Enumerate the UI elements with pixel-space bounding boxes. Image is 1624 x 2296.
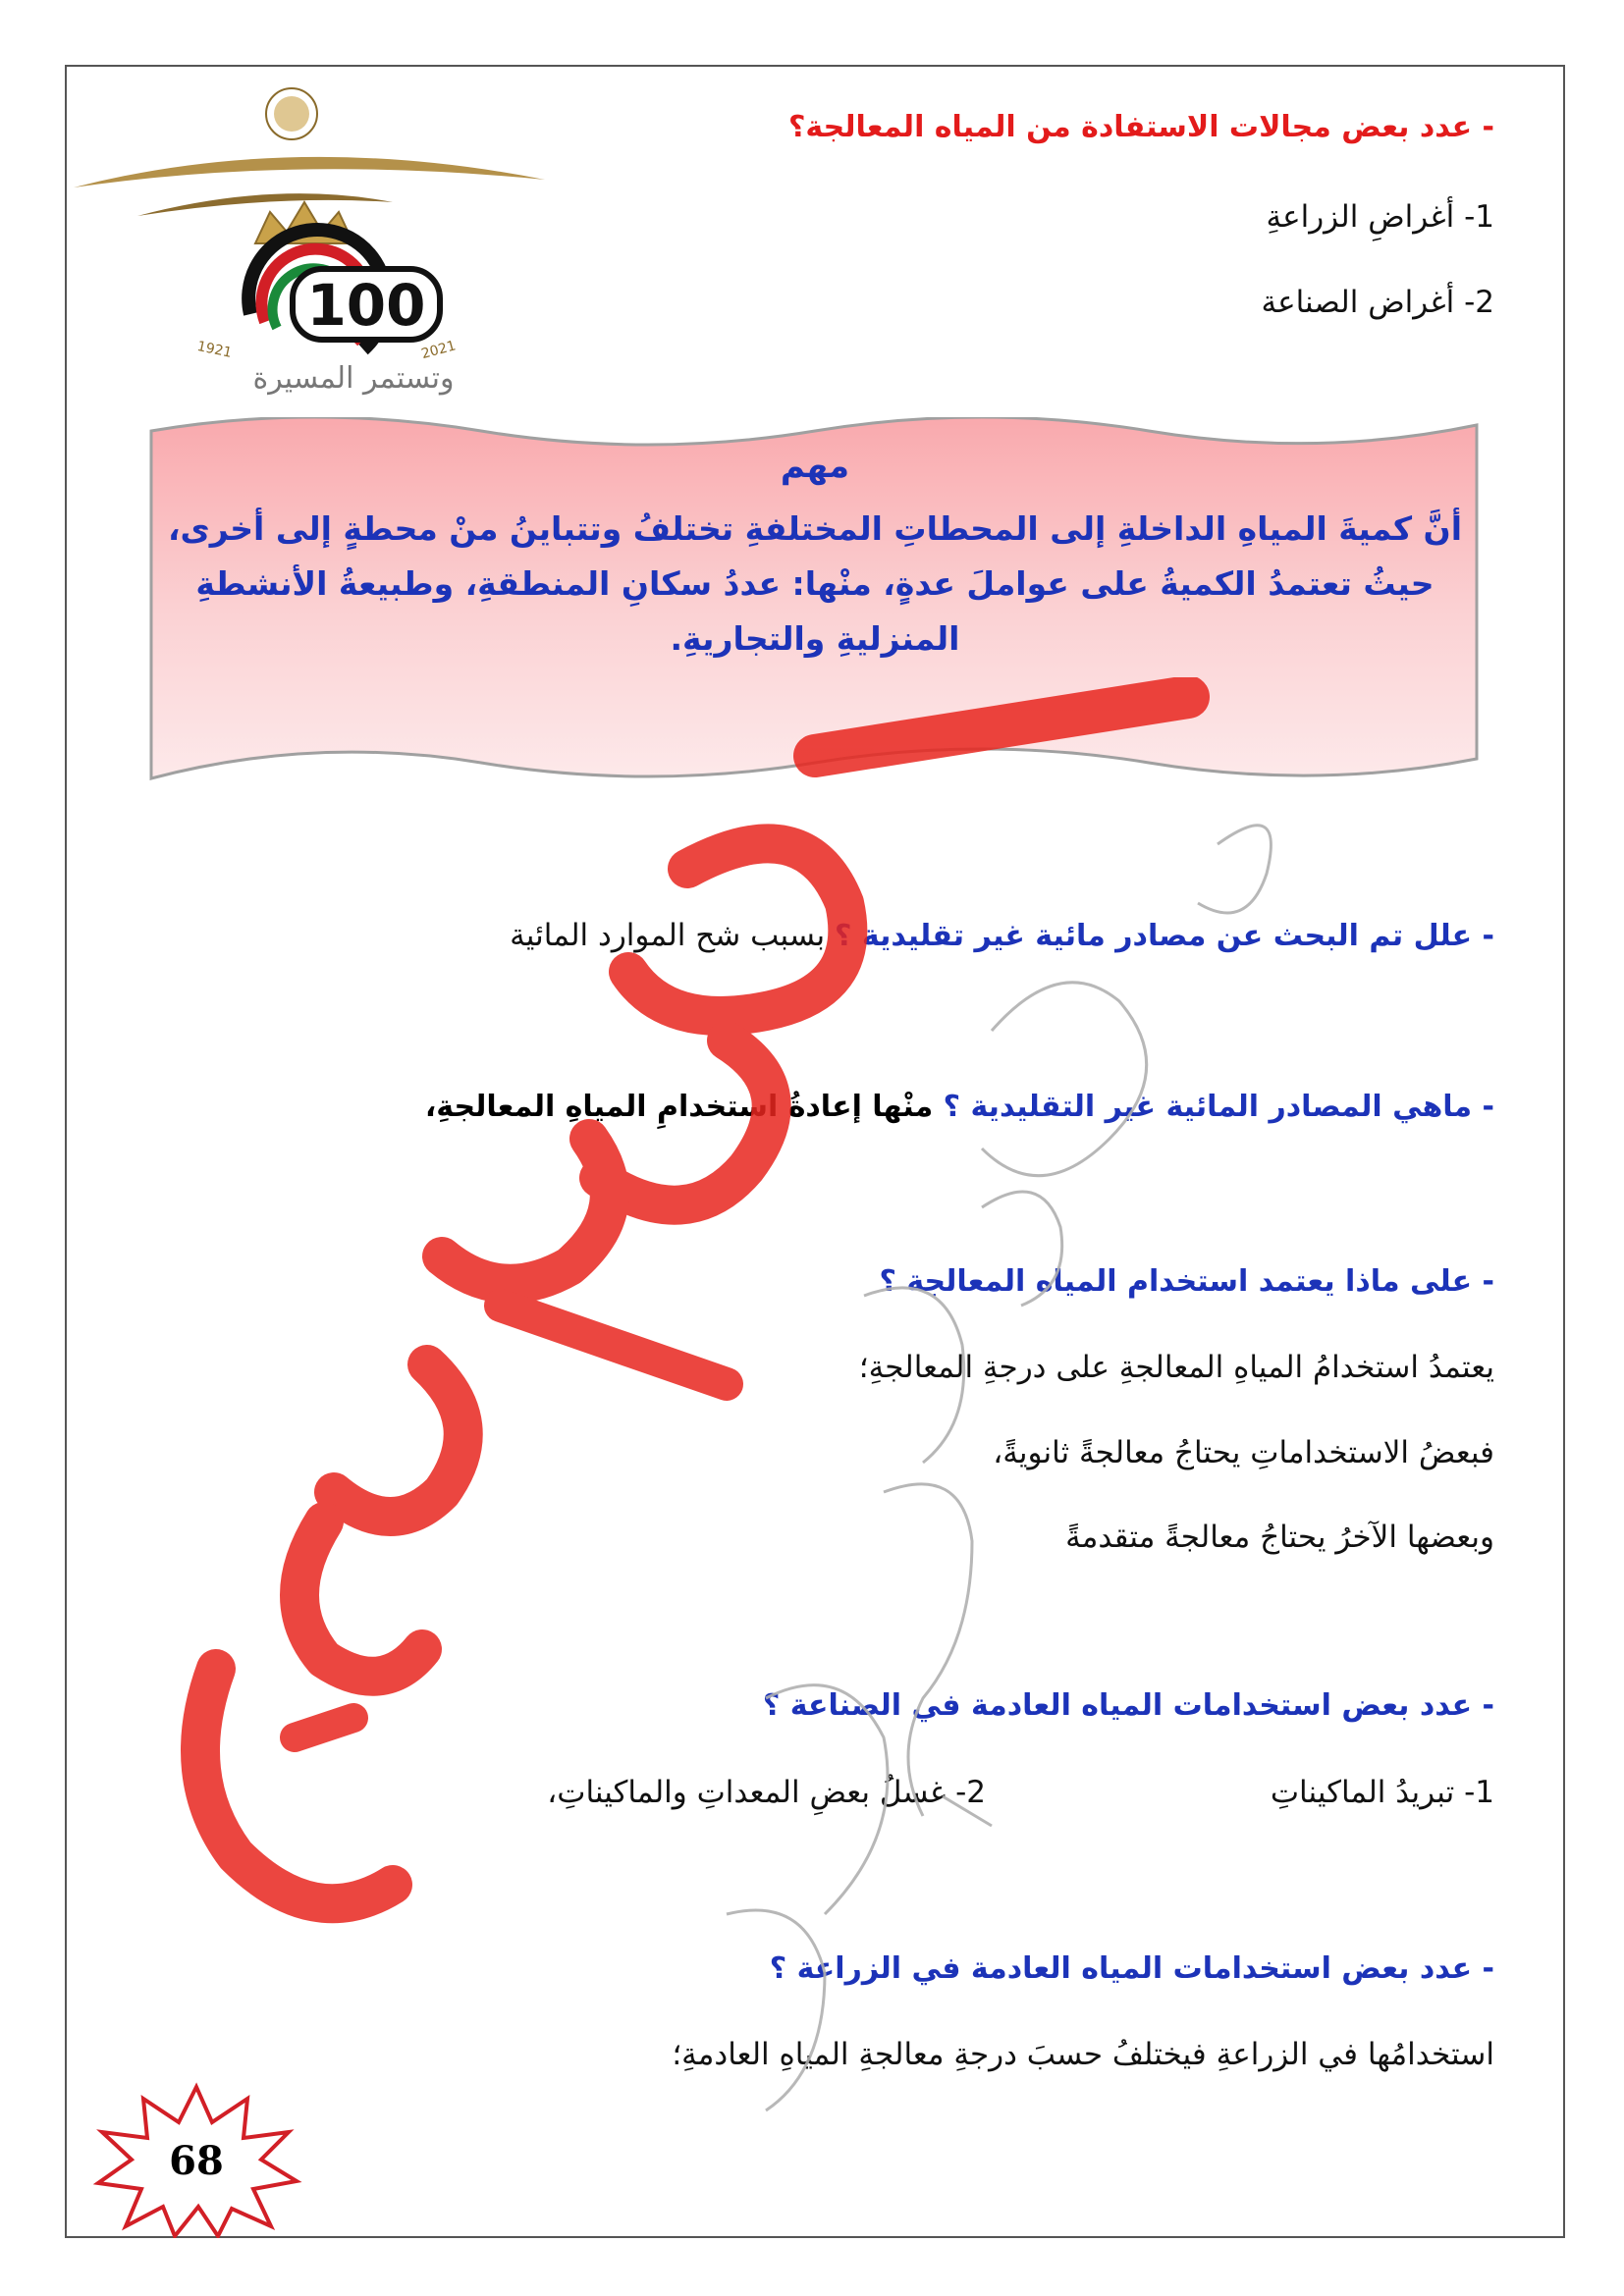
logo-year-start: 1921 (195, 338, 234, 361)
question-nonconventional-reason: - علل تم البحث عن مصادر مائية غير تقليدية ؟ (835, 919, 1494, 953)
question-nonconventional-sources: - ماهي المصادر المائية غير التقليدية ؟ (943, 1090, 1494, 1124)
industry-use-1: 1- تبريدُ الماكيناتِ (1270, 1775, 1494, 1810)
page-number: 68 (169, 2138, 224, 2184)
centenary-logo (69, 86, 560, 400)
qa-nonconventional-sources (425, 1090, 1494, 1124)
question-treated-water-dependency: - على ماذا يعتمد استخدام المياه المعالجة ؟ (879, 1264, 1494, 1299)
note-title: مهم (780, 447, 850, 486)
benefit-item-2: 2- أغراض الصناعة (1261, 285, 1494, 320)
question-benefits: - عدد بعض مجالات الاستفادة من المياه المعالجة؟ (788, 110, 1494, 144)
industry-use-2: 2- غسلُ بعضِ المعداتِ والماكيناتِ، (547, 1775, 986, 1810)
answer-nonconventional-reason: بسبب شح الموارد المائية (510, 918, 836, 953)
note-line-3: المنزليةِ والتجاريةِ. (670, 619, 960, 658)
important-note (167, 447, 1463, 667)
logo-year-end: 2021 (419, 338, 459, 363)
note-line-2: حيثُ تعتمدُ الكميةُ على عواملَ عدةٍ، منْها: عددُ سكانِ المنطقةِ، وطبيعةُ الأنشطةِ (195, 564, 1435, 603)
answer-nonconventional-sources: منْها إعادةُ استخدامِ المياهِ المعالجةِ، (424, 1090, 944, 1124)
answer-agriculture-uses: استخدامُها في الزراعةِ فيختلفُ حسبَ درجةِ معالجةِ المياهِ العادمةِ؛ (672, 2037, 1494, 2072)
answer-dependency-line-3: وبعضها الآخرُ يحتاجُ معالجةً متقدمةً (1065, 1520, 1494, 1555)
note-line-1: أنَّ كميةَ المياهِ الداخلةِ إلى المحطاتِ المختلفةِ تختلفُ وتتباينُ منْ محطةٍ إلى أخرى، (167, 509, 1463, 548)
answer-dependency-line-1: يعتمدُ استخدامُ المياهِ المعالجةِ على درجةِ المعالجةِ؛ (858, 1350, 1494, 1385)
answer-dependency-line-2: فبعضُ الاستخداماتِ يحتاجُ معالجةً ثانويةً، (993, 1435, 1494, 1470)
logo-badge-text: 100 (306, 272, 426, 339)
qa-nonconventional-reason (510, 918, 1494, 953)
benefit-item-1: 1- أغراضِ الزراعةِ (1266, 199, 1494, 235)
question-agriculture-uses: - عدد بعض استخدامات المياه العادمة في الزراعة ؟ (769, 1951, 1494, 1986)
question-industry-uses: - عدد بعض استخدامات المياه العادمة في الصناعة ؟ (762, 1688, 1494, 1723)
logo-slogan: وتستمر المسيرة (252, 361, 455, 396)
